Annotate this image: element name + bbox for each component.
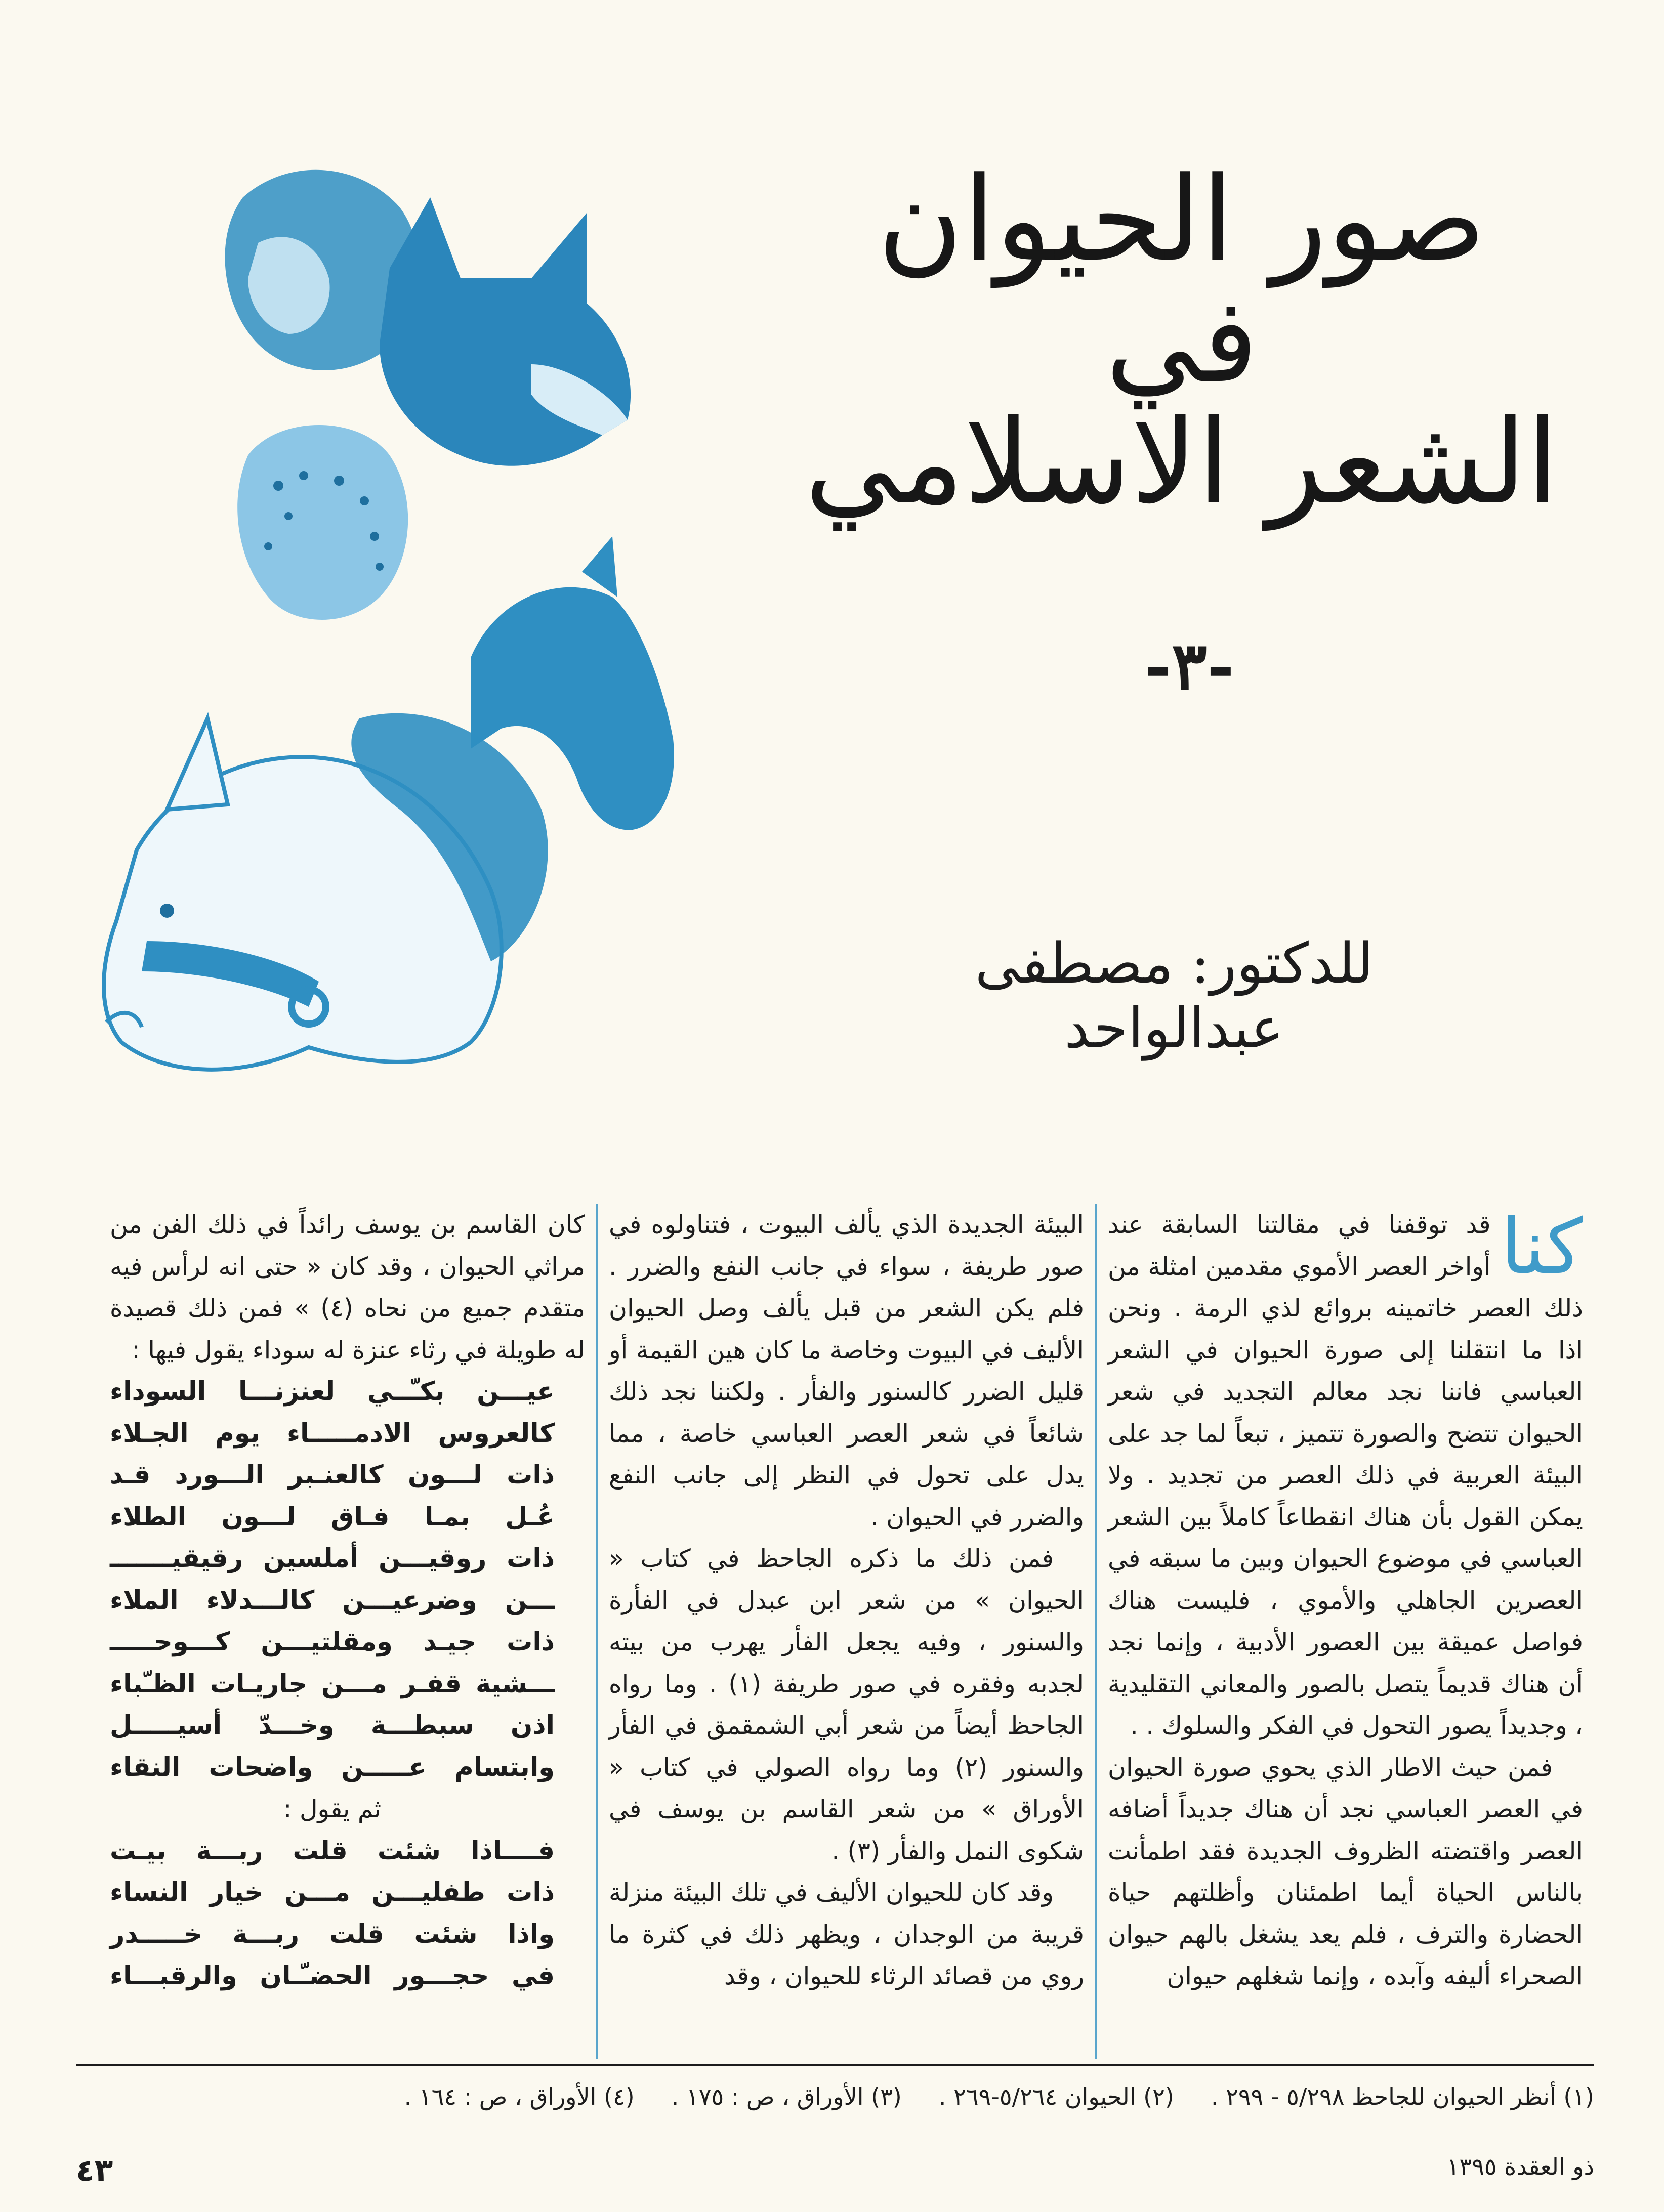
poem-verse: ـــن وضرعيـــن كالـــدلاء الملاء: [110, 1585, 555, 1615]
part-number: -٣-: [1144, 627, 1234, 705]
article-body: [71, 1204, 1594, 2059]
column-divider: [596, 1204, 598, 2059]
footnotes: [76, 2064, 1594, 2112]
paragraph: فمن ذلك ما ذكره الجاحظ في كتاب « الحيوان » من شعر ابن عبدل في الفأرة والسنور ، وفيه يجعل الفأر يهرب من بيته لجدبه وفقره في صور طريفة (١) . وما رواه الجاحظ أيضاً من شعر أبي الشمقمق في الفأر والسنور (٢) وما رواه الصولي في كتاب « الأوراق » من شعر القاسم بن يوسف في شكوى النمل والفأر (٣) .: [609, 1544, 1085, 1865]
poem-verse: واذا شئت قلت ربـــة خـــــدر: [110, 1919, 555, 1949]
paragraph: فمن حيث الاطار الذي يحوي صورة الحيوان في العصر العباسي نجد أن هناك جديداً أضافه العصر واقتضته الظروف الجديدة فقد اطمأنت بالناس الحياة أيما اطمئنان وأظلتهم حياة الحضارة والترف ، فلم يعد يشغل بالهم حيوان الصحراء أليفه وآبده ، وإنما شغلهم حيوان: [1108, 1753, 1583, 1990]
paragraph: وقد كان للحيوان الأليف في تلك البيئة منزلة قريبة من الوجدان ، ويظهر ذلك في كثرة ما روي من قصائد الرثاء للحيوان ، وقد: [609, 1878, 1084, 1990]
article-title: [789, 152, 1574, 530]
column-3: [99, 1204, 596, 2059]
footnote: (٢) الحيوان ٥/٢٦٤-٢٦٩ .: [938, 2083, 1174, 2110]
author-byline: للدكتور: مصطفى عبدالواحد: [975, 931, 1374, 1060]
then-says-text: ثم يقول :: [283, 1795, 382, 1823]
poem-verse: عُـل بمـا فـاق لـــون الطلاء: [110, 1502, 555, 1532]
title-line-1: صور الحيوان: [878, 152, 1486, 287]
poem-verse: وابتسام عـــــن واضحات النقاء: [110, 1752, 555, 1782]
footnote: (١) أنظر الحيوان للجاحظ ٥/٢٩٨ - ٢٩٩ .: [1211, 2083, 1594, 2110]
poem-verse: ـــشية قفـر مـــن جاريـات الظـّباء: [110, 1669, 555, 1699]
poem-verse: ذات روقيـــن أملسين رقيقيـــــــ: [110, 1544, 555, 1573]
poem-verse: اذن سبطـــة وخـــدّ أسيـــــل: [110, 1711, 555, 1740]
animals-illustration-icon: [76, 152, 795, 1138]
title-line-2: في: [1105, 274, 1258, 409]
poem-verse: ذات طفليـــن مـــن خيار النساء: [110, 1878, 555, 1907]
poem-verse: فــــاذا شئت قلت ربـــة بيـت: [110, 1836, 555, 1866]
footnote: (٤) الأوراق ، ص : ١٦٤ .: [404, 2083, 635, 2110]
page-number: ٤٣: [76, 2153, 113, 2188]
poem-verse: ذات جيـد ومقلتيـــن كـــوحـــــ: [110, 1627, 555, 1657]
issue-date: ذو العقدة ١٣٩٥: [1446, 2153, 1594, 2180]
drop-cap: كنا: [1501, 1204, 1583, 1291]
paragraph: كان القاسم بن يوسف رائداً في ذلك الفن من مراثي الحيوان ، وقد كان « حتى انه لرأس فيه متقدم جميع من نحاه (٤) » فمن ذلك قصيدة له طويلة في رثاء عنزة له سوداء يقول فيها :: [110, 1210, 585, 1365]
column-1: [1097, 1204, 1594, 2059]
poem-verse: في حجـــور الحضـّـان والرقبـــاء: [110, 1961, 555, 1991]
column-2: [598, 1204, 1095, 2059]
poem-verse: كالعروس الادمـــــاء يوم الجـلاء: [110, 1418, 555, 1449]
paragraph: قد توقفنا في مقالتنا السابقة عند أواخر العصر الأموي مقدمين امثلة من ذلك العصر خاتمينه بروائع لذي الرمة . ونحن اذا ما انتقلنا إلى صورة الحيوان في الشعر العباسي فاننا نجد معالم التجديد في شعر الحيوان تتضح والصورة تتميز ، تبعاً لما جد على البيئة العربية في ذلك العصر من تجديد . ولا يمكن القول بأن هناك انقطاعاً كاملاً بين الشعر العباسي في موضوع الحيوان وبين ما سبقه في العصرين الجاهلي والأموي ، فليست هناك فواصل عميقة بين العصور الأدبية ، وإنما نجد أن هناك قديماً يتصل بالصور والمعاني التقليدية ، وجديداً يصور التحول في الفكر والسلوك . .: [1108, 1210, 1583, 1740]
title-line-3: الشعر الاسلامي: [804, 395, 1559, 530]
poem-verse: ذات لـــون كالعنـبر الـــورد قـد: [110, 1460, 555, 1490]
footnote: (٣) الأوراق ، ص : ١٧٥ .: [671, 2083, 902, 2110]
paragraph: البيئة الجديدة الذي يألف البيوت ، فتناولوه في صور طريفة ، سواء في جانب النفع والضرر . فلم يكن الشعر من قبل يألف وصل الحيوان الأليف في البيوت وخاصة ما كان هين القيمة أو قليل الضرر كالسنور والفأر . ولكننا نجد ذلك شائعاً في شعر العصر العباسي خاصة ، مما يدل على تحول في النظر إلى جانب النفع والضرر في الحيوان .: [609, 1210, 1084, 1532]
column-divider: [1095, 1204, 1097, 2059]
poem-verse: عيـــن بكـّــي لعنزنـــا السوداء: [110, 1377, 555, 1407]
